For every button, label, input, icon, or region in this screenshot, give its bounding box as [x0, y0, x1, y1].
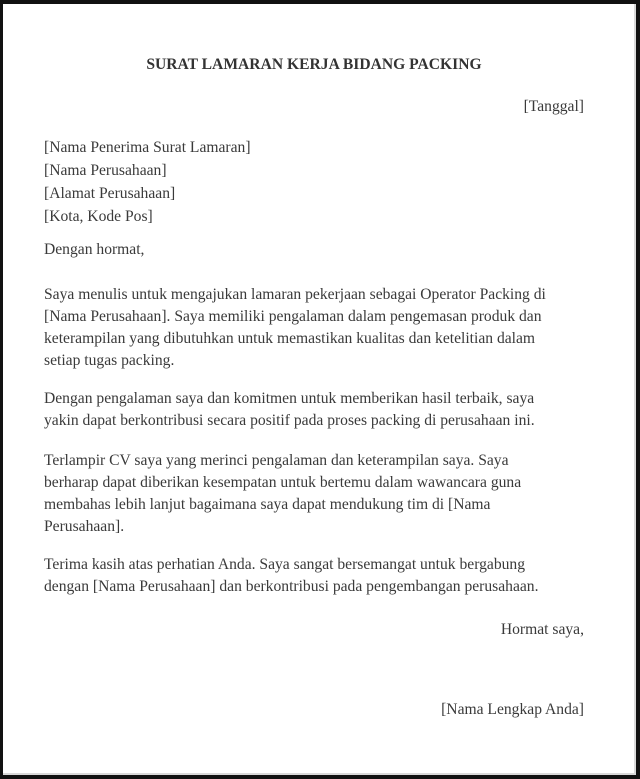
recipient-name: [Nama Penerima Surat Lamaran] [44, 139, 251, 156]
paragraph-line: Terima kasih atas perhatian Anda. Saya sangat bersemangat untuk bergabung [44, 556, 526, 573]
recipient-company: [Nama Perusahaan] [44, 162, 167, 179]
document-page [3, 4, 636, 775]
closing: Hormat saya, [500, 621, 584, 638]
paragraph-line: berharap dapat diberikan kesempatan untuk bertemu dalam wawancara guna [44, 474, 522, 491]
paragraph-line: [Nama Perusahaan]. Saya memiliki pengalaman dalam pengemasan produk dan [44, 308, 542, 325]
paragraph-line: yakin dapat berkontribusi secara positif pada proses packing di perusahaan ini. [44, 412, 535, 429]
paragraph-line: membahas lebih lanjut bagaimana saya dapat mendukung tim di [Nama [44, 496, 491, 513]
paragraph-line: Perusahaan]. [44, 518, 125, 535]
greeting: Dengan hormat, [44, 241, 145, 258]
paragraph-line: dengan [Nama Perusahaan] dan berkontribusi pada pengembangan perusahaan. [44, 578, 539, 595]
paragraph-line: Saya menulis untuk mengajukan lamaran pekerjaan sebagai Operator Packing di [44, 286, 546, 303]
paragraph-commitment [44, 388, 584, 432]
recipient-address: [Alamat Perusahaan] [44, 185, 176, 202]
recipient-city-postal: [Kota, Kode Pos] [44, 208, 153, 225]
signature: [Nama Lengkap Anda] [441, 701, 584, 718]
paragraph-line: setiap tugas packing. [44, 352, 175, 369]
letter-date: [Tanggal] [523, 98, 584, 115]
paragraph-attachment [44, 450, 584, 538]
letter-title: SURAT LAMARAN KERJA BIDANG PACKING [146, 56, 482, 73]
paragraph-line: keterampilan yang dibutuhkan untuk memastikan kualitas dan ketelitian dalam [44, 330, 536, 347]
paragraph-line: Dengan pengalaman saya dan komitmen untuk memberikan hasil terbaik, saya [44, 390, 535, 407]
paragraph-thanks [44, 554, 584, 598]
recipient-block [44, 136, 584, 228]
paragraph-intro [44, 284, 584, 372]
paragraph-line: Terlampir CV saya yang merinci pengalaman dan keterampilan saya. Saya [44, 452, 509, 469]
